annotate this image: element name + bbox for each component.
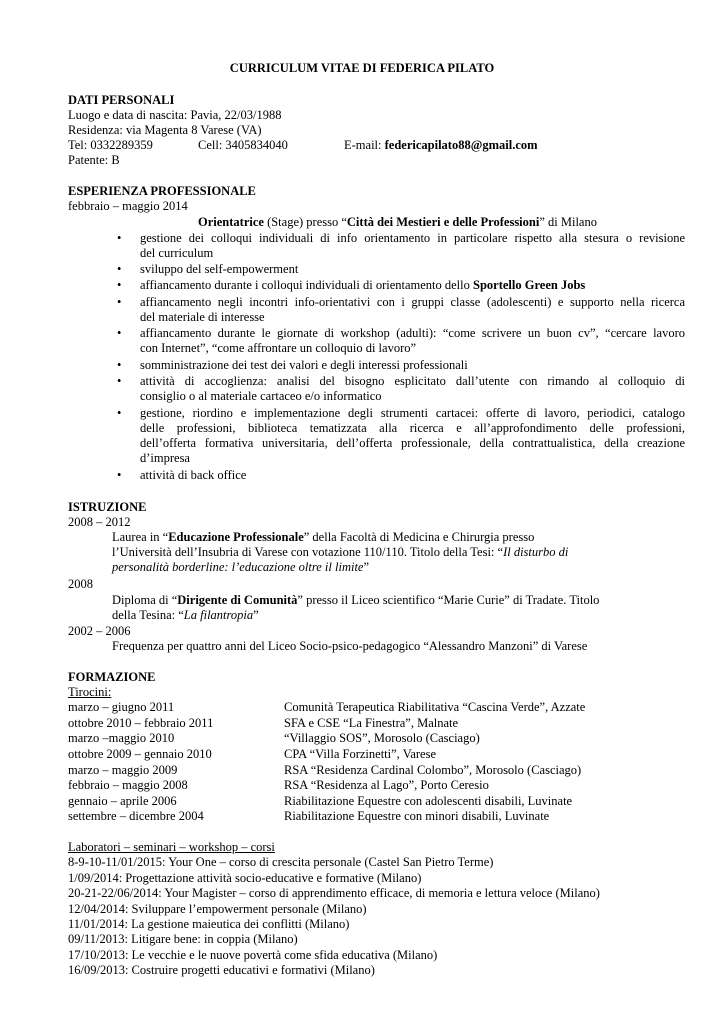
role-employer: Città dei Mestieri e delle Professioni <box>346 215 540 229</box>
bullet-icon: • <box>117 295 122 309</box>
internships-label: Tirocini: <box>68 685 112 699</box>
license-info: Patente: B <box>68 153 120 167</box>
birth-info: Luogo e data di nascita: Pavia, 22/03/1988 <box>68 108 282 122</box>
internship-period: febbraio – maggio 2008 <box>68 778 188 792</box>
education-degree <box>112 530 534 545</box>
diploma-school: ” presso il Liceo scientifico “Marie Curie” di Tradate. Titolo <box>297 593 600 607</box>
internship-period: marzo – giugno 2011 <box>68 700 175 714</box>
bullet-icon: • <box>117 231 122 245</box>
education-period-2: 2008 <box>68 577 93 591</box>
degree-university: l’Università dell’Insubria di Varese con votazione 110/110. Titolo della Tesi: “ <box>112 545 504 559</box>
course-item: 20-21-22/06/2014: Your Magister – corso di apprendimento efficace, di memoria e lettura veloce (Milano) <box>68 886 600 900</box>
education-degree-cont <box>112 545 568 560</box>
course-item: 11/01/2014: La gestione maieutica dei conflitti (Milano) <box>68 917 350 931</box>
course-item: 09/11/2013: Litigare bene: in coppia (Milano) <box>68 932 298 946</box>
role-text: (Stage) presso “ <box>263 215 347 229</box>
internship-place: RSA “Residenza al Lago”, Porto Ceresio <box>284 778 489 792</box>
experience-bullet-8-cont2: dell’offerta formativa universitaria, dell’offerta professionale, della contrattualistica, della creazione <box>140 436 685 450</box>
internship-period: ottobre 2009 – gennaio 2010 <box>68 747 212 761</box>
bullet-icon: • <box>117 326 122 340</box>
bullet-icon: • <box>117 358 122 372</box>
thesis-close-quote: ” <box>363 560 370 574</box>
document-title: CURRICULUM VITAE DI FEDERICA PILATO <box>229 61 495 75</box>
internship-period: ottobre 2010 – febbraio 2011 <box>68 716 214 730</box>
role-title: Orientatrice <box>198 215 264 229</box>
bullet-icon: • <box>117 262 122 276</box>
experience-bullet-2: sviluppo del self-empowerment <box>140 262 299 276</box>
experience-bullet-5: affiancamento durante le giornate di workshop (adulti): “come scrivere un buon cv”, “cercare lavoro <box>140 326 685 340</box>
degree-text: Laurea in “ <box>112 530 169 544</box>
experience-bullet-9: attività di back office <box>140 468 247 482</box>
course-item: 1/09/2014: Progettazione attività socio-educative e formative (Milano) <box>68 871 422 885</box>
section-heading-experience: ESPERIENZA PROFESSIONALE <box>68 184 256 198</box>
section-heading-personal: DATI PERSONALI <box>68 93 175 107</box>
tesina-close-quote: ” <box>253 608 259 622</box>
internship-place: CPA “Villa Forzinetti”, Varese <box>284 747 437 761</box>
section-heading-education: ISTRUZIONE <box>68 500 147 514</box>
education-diploma <box>112 593 599 608</box>
experience-bullet-8-cont3: d’impresa <box>140 451 190 465</box>
bullet-icon: • <box>117 374 122 388</box>
phone-info: Tel: 0332289359 <box>68 138 153 152</box>
education-highschool: Frequenza per quattro anni del Liceo Socio-psico-pedagogico “Alessandro Manzoni” di Varese <box>112 639 588 653</box>
course-item: 17/10/2013: Le vecchie e le nuove povertà come sfida educativa (Milano) <box>68 948 438 962</box>
experience-role <box>198 215 597 230</box>
experience-bullet-1: gestione dei colloqui individuali di info orientamento in particolare rispetto alla stesura o revisione <box>140 231 685 245</box>
internship-place: RSA “Residenza Cardinal Colombo”, Morosolo (Casciago) <box>284 763 582 777</box>
course-item: 16/09/2013: Costruire progetti educativi e formativi (Milano) <box>68 963 375 977</box>
experience-bullet-8-cont1: delle professioni, biblioteca tematizzata alla ricerca e all’approfondimento delle professioni, <box>140 421 685 435</box>
tesina-title: La filantropia <box>183 608 254 622</box>
experience-bullet-7-cont: consiglio o al materiale cartaceo e/o informatico <box>140 389 382 403</box>
internship-place: Comunità Terapeutica Riabilitativa “Cascina Verde”, Azzate <box>284 700 586 714</box>
email-info <box>344 138 538 153</box>
role-city: ” di Milano <box>539 215 597 229</box>
experience-bullet-1-cont: del curriculum <box>140 246 214 260</box>
cell-info: Cell: 3405834040 <box>198 138 288 152</box>
education-degree-cont2 <box>112 560 369 575</box>
education-period-3: 2002 – 2006 <box>68 624 131 638</box>
diploma-name: Dirigente di Comunità <box>177 593 298 607</box>
internship-period: settembre – dicembre 2004 <box>68 809 204 823</box>
education-period-1: 2008 – 2012 <box>68 515 131 529</box>
experience-bullet-6: somministrazione dei test dei valori e degli interessi professionali <box>140 358 468 372</box>
internship-period: marzo – maggio 2009 <box>68 763 178 777</box>
section-heading-training: FORMAZIONE <box>68 670 156 684</box>
degree-name: Educazione Professionale <box>168 530 304 544</box>
residence-info: Residenza: via Magenta 8 Varese (VA) <box>68 123 262 137</box>
experience-bullet-4: affiancamento negli incontri info-orientativi con i gruppi classe (adolescenti) e supporto nella ricerca <box>140 295 685 309</box>
internship-period: marzo –maggio 2010 <box>68 731 175 745</box>
courses-label: Laboratori – seminari – workshop – corsi <box>68 840 275 854</box>
bullet-3-bold: Sportello Green Jobs <box>473 278 586 292</box>
email-label: E-mail: <box>344 138 385 152</box>
thesis-title-part1: Il disturbo di <box>503 545 569 559</box>
internship-place: Riabilitazione Equestre con adolescenti disabili, Luvinate <box>284 794 573 808</box>
experience-bullet-5-cont: con Internet”, “come affrontare un colloquio di lavoro” <box>140 341 417 355</box>
internship-place: SFA e CSE “La Finestra”, Malnate <box>284 716 459 730</box>
course-item: 8-9-10-11/01/2015: Your One – corso di crescita personale (Castel San Pietro Terme) <box>68 855 494 869</box>
experience-period: febbraio – maggio 2014 <box>68 199 188 213</box>
experience-bullet-4-cont: del materiale di interesse <box>140 310 265 324</box>
experience-bullet-3 <box>140 278 585 293</box>
thesis-title-part2: personalità borderline: l’educazione oltre il limite <box>112 560 364 574</box>
experience-bullet-8: gestione, riordino e implementazione degli strumenti cartacei: offerte di lavoro, periodici, catalogo <box>140 406 685 420</box>
bullet-icon: • <box>117 278 122 292</box>
degree-faculty: ” della Facoltà di Medicina e Chirurgia presso <box>303 530 535 544</box>
tesina-label: della Tesina: “ <box>112 608 184 622</box>
bullet-3-text: affiancamento durante i colloqui individuali di orientamento dello <box>140 278 474 292</box>
diploma-text: Diploma di “ <box>112 593 178 607</box>
internship-period: gennaio – aprile 2006 <box>68 794 177 808</box>
experience-bullet-7: attività di accoglienza: analisi del bisogno esplicitato dall’utente con rimando al colloquio di <box>140 374 685 388</box>
education-diploma-cont <box>112 608 259 623</box>
bullet-icon: • <box>117 406 122 420</box>
internship-place: “Villaggio SOS”, Morosolo (Casciago) <box>284 731 480 745</box>
email-address: federicapilato88@gmail.com <box>384 138 538 152</box>
bullet-icon: • <box>117 468 122 482</box>
internship-place: Riabilitazione Equestre con minori disabili, Luvinate <box>284 809 550 823</box>
course-item: 12/04/2014: Sviluppare l’empowerment personale (Milano) <box>68 902 367 916</box>
